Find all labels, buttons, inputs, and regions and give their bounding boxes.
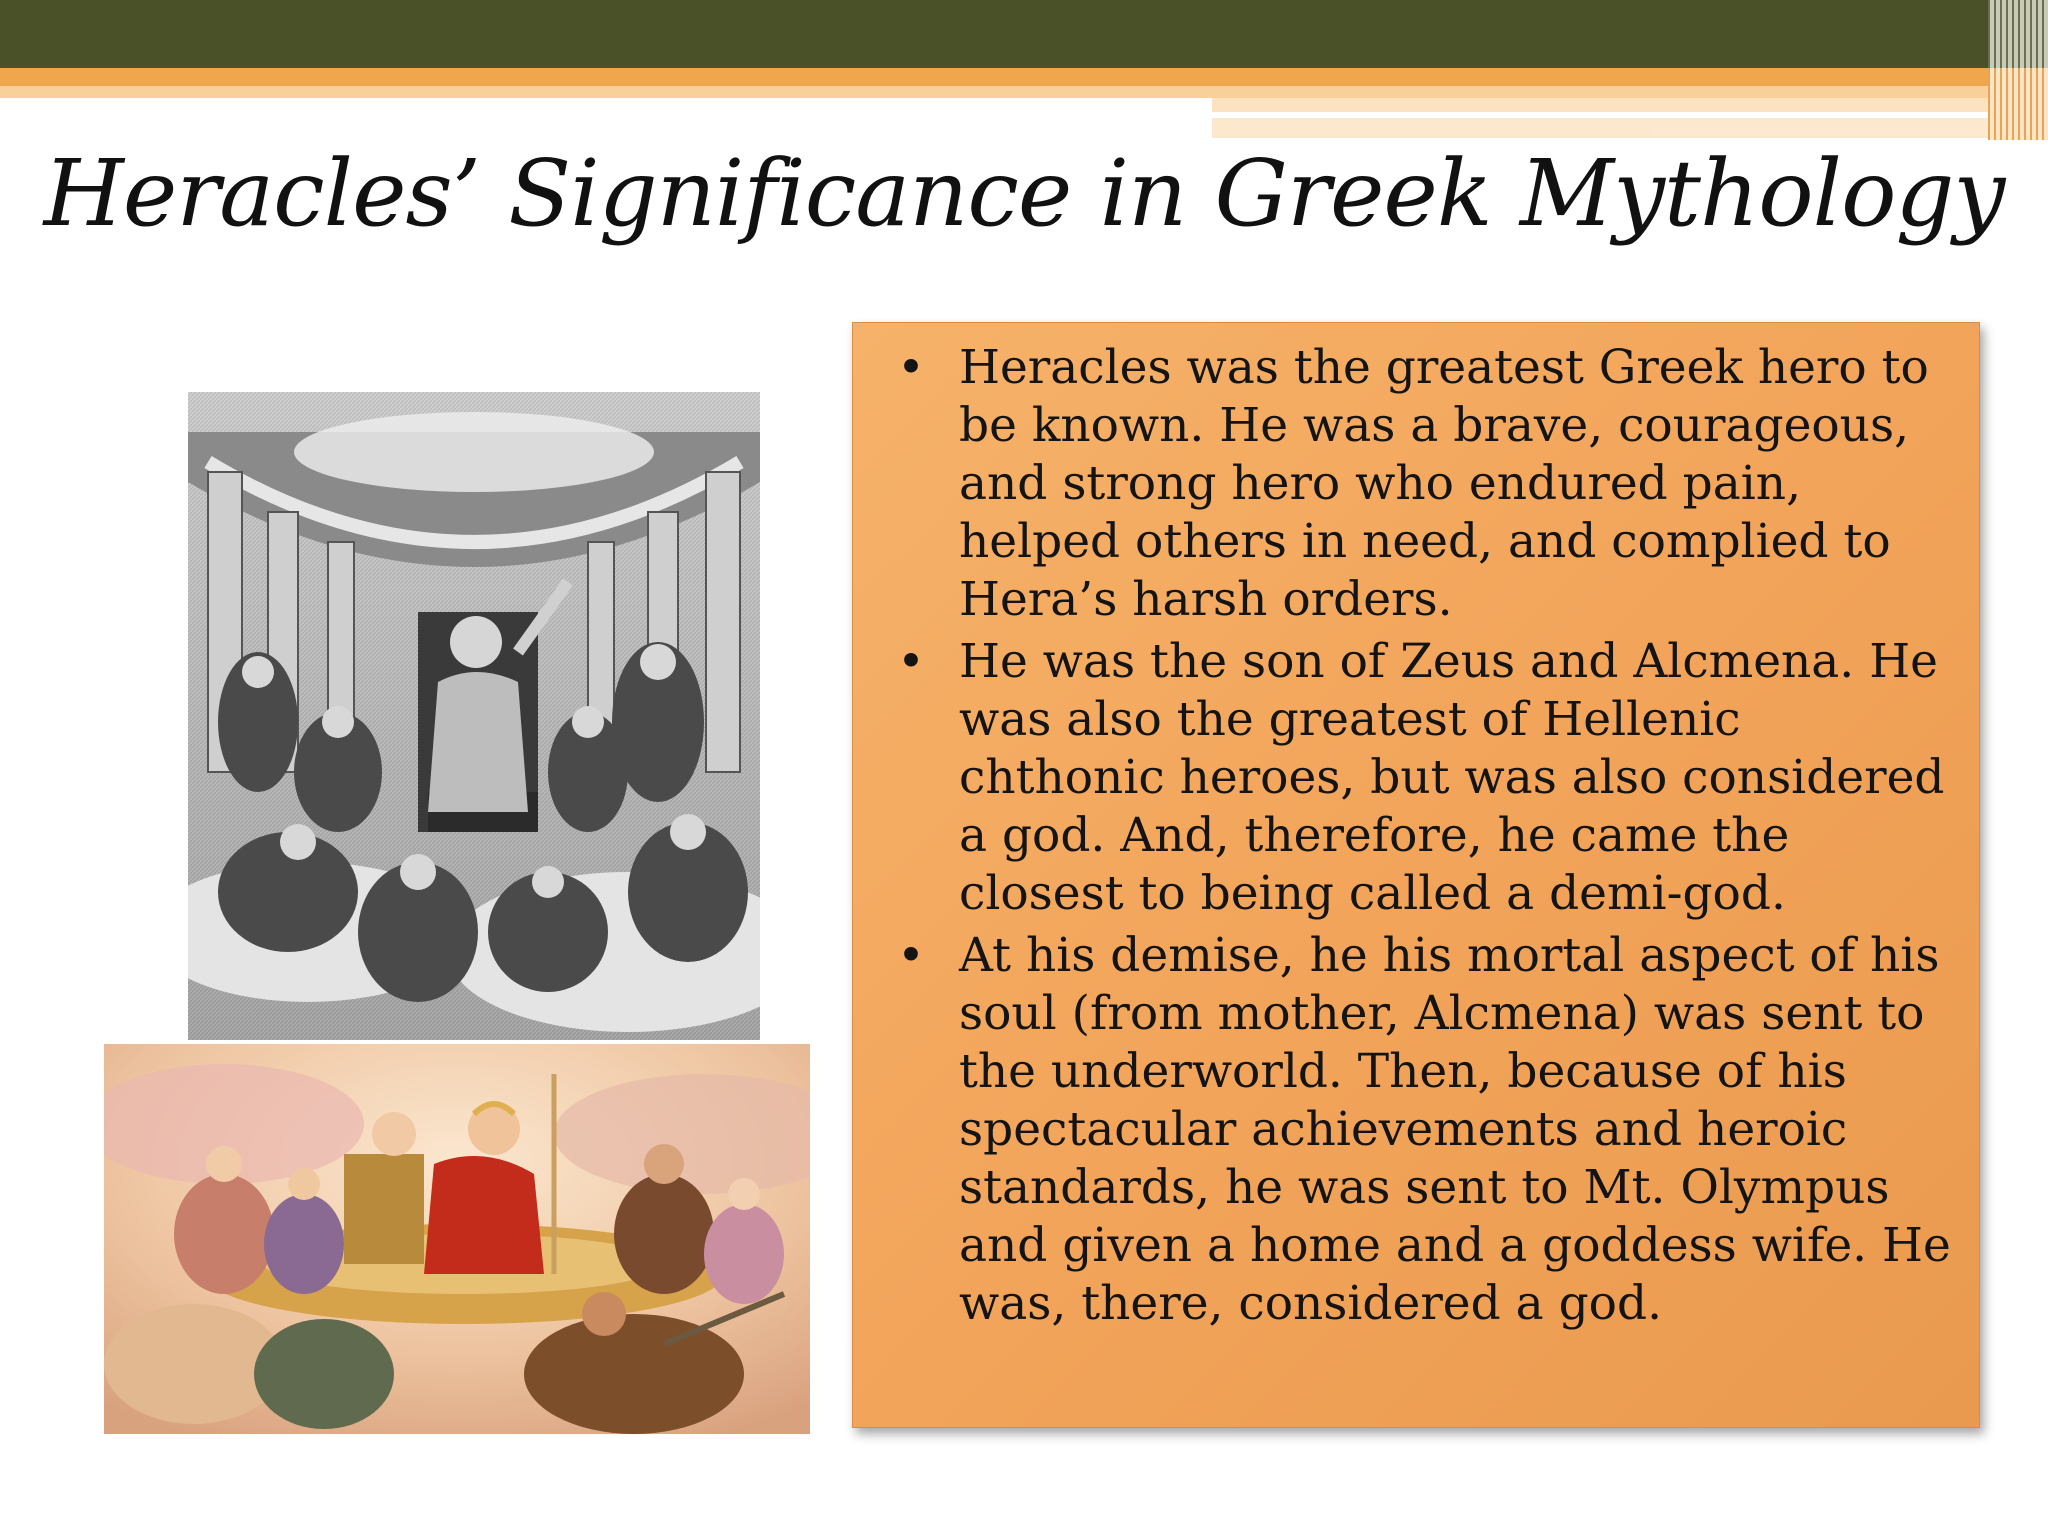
bullet-text: At his demise, he his mortal aspect of his soul (from mother, Alcmena) was sent to the underworld. Then, because of his spectacular achievements and heroic standards, he was sent to Mt. Olympus and given a home and a goddess wife. He was, there, considered a god. xyxy=(959,928,1951,1331)
content-text-box xyxy=(852,322,1980,1428)
bullet-item xyxy=(891,633,1955,923)
bullet-dot: • xyxy=(897,340,925,395)
bullet-item xyxy=(891,927,1955,1333)
header-orange-bar xyxy=(0,68,2048,86)
bullet-dot: • xyxy=(897,928,925,983)
bullet-text: He was the son of Zeus and Alcmena. He was also the greatest of Hellenic chthonic heroes, but was also considered a god. And, therefore, he came the closest to being called a demi-god. xyxy=(959,634,1945,921)
header-olive-bar xyxy=(0,0,1988,68)
header-accent-bar xyxy=(1212,98,2048,112)
bullet-item xyxy=(891,339,1955,629)
bullet-dot: • xyxy=(897,634,925,689)
header-vertical-stripes-orange xyxy=(1988,68,2048,140)
olympus-painting-image xyxy=(104,1044,810,1434)
bullet-list xyxy=(853,323,1979,1333)
olympus-engraving-image xyxy=(188,392,760,1040)
bullet-text: Heracles was the greatest Greek hero to be known. He was a brave, courageous, and strong hero who endured pain, helped others in need, and complied to Hera’s harsh orders. xyxy=(959,340,1929,627)
slide-title: Heracles’ Significance in Greek Mythology xyxy=(43,140,2005,247)
header-orange-light-bar xyxy=(0,86,2048,98)
